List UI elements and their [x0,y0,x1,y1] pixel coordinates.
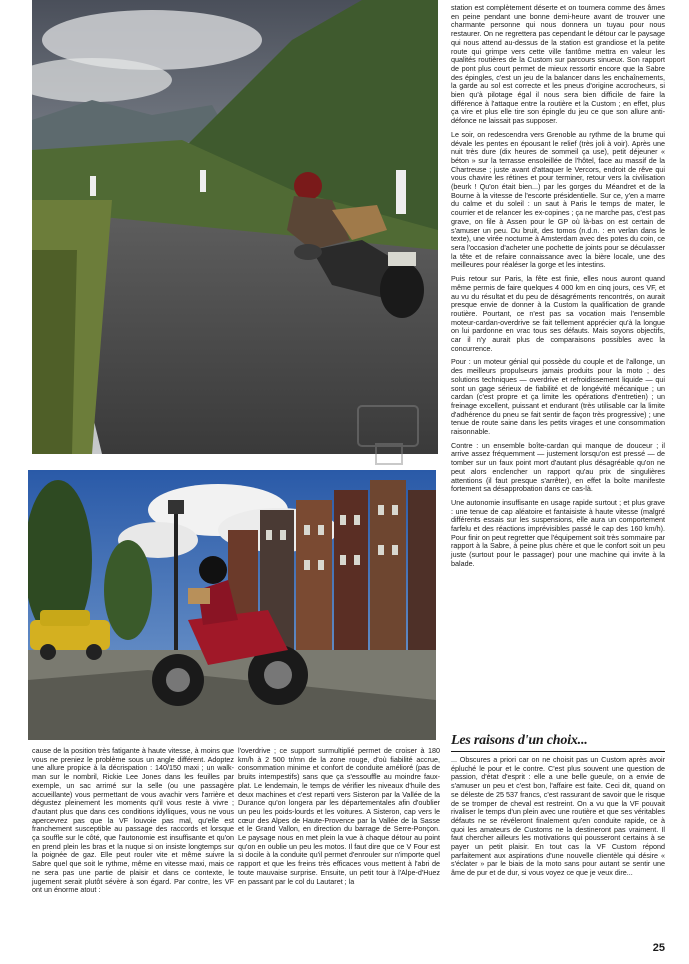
paragraph: Contre : un ensemble boîte-cardan qui manque de douceur ; il arrive assez fréquemment — justement lorsqu'on est pressé — de tomber sur un faux point mort d'autant plus désagréable qu'on ne peut alors enclencher un rapport qu'au prix de singulières attentions (il faut presque s'arrêter), en effet la boîte manifeste fortement sa désapprobation dans ce cas-là. [451,440,665,494]
amsterdam-photo-icon [28,470,436,740]
watermark-icon [356,404,420,466]
motorcycle-amsterdam-photo [28,470,436,740]
paragraph: l'overdrive ; ce support surmultiplié permet de croiser à 180 km/h à 2 500 tr/mn de la zone rouge, d'où fiabilité accrue, consommation minime et confort de conduite amélioré (pas de bruits intempestifs) sans que ça s'essouffle au moindre faux-plat. Le lendemain, le temps de vérifier les niveaux d'huile des deux machines et c'est reparti vers Sisteron par la Vallée de la Durance qu'on longera par les départementales afin d'oublier un peu les poids-lourds et les voitures. A Sisteron, cap vers le cœur des Alpes de Haute-Provence par la Vallée de la Sasse et le Grand Vallon, en direction du barrage de Serre-Ponçon. Le paysage nous en met plein la vue à chaque détour au point qu'on en oublie un peu les motos. Il faut dire que ce V Four est si docile à la conduite qu'il permet d'enrouler sur n'importe quel rapport et que les freins très efficaces vous mettent à l'abri de toute mauvaise surprise. Ensuite, un petit tour à l'Alpe-d'Huez en passant par le col du Lautaret ; la [238,746,440,886]
paragraph: Puis retour sur Paris, la fête est finie, elles nous auront quand même permis de faire quelques 4 000 km en cinq jours, ces VF, et au vu du résultat et du peu de désagréments rencontrés, on aurait presque envie de donner à la Custom la qualification de grande routière. Pourtant, ce n'est pas sa vocation mais l'ensemble moteur-cardan-overdrive se fait tellement apprécier qu'à la longue on lui pardonne en vrac tous ses défauts. Mais soyons objectifs, car il n'y aurait plus de comparaisons possibles avec la concurrence. [451,274,665,353]
paragraph: station est complètement déserte et on tournera comme des âmes en peine pendant une bonne demi-heure avant de trouver une charmante personne qui nous donnera un tuyau pour nous restaurer. On ne regrettera pas cependant le détour car le paysage qui nous attend au-dessus de la station est grandiose et la petite route qui grimpe vers cette ville fantôme mettra en valeur les qualités routières de la Custom sur parcours sinueux. Son rapport de pont plus court permet de mieux ressortir encore que la Sabre des épingles, c'est un jeu de la balancer dans les enchaînements, la garde au sol est correcte et les pneus d'origine accrocheurs, si bien qu'à pilotage égal il nous sera bien difficile de faire la différence à l'attaque entre la routière et la Custom ; en effet, plus ça vire et plus elle tire son épingle du jeu ce que son allure anti-défonce ne laissait pas supposer. [451,3,665,126]
motorcycle-photo-icon [32,0,438,454]
right-article-column [451,4,665,574]
paragraph: Une autonomie insuffisante en usage rapide surtout ; et plus grave : une tenue de cap aléatoire et fantaisiste à haute vitesse (malgré différents essais sur les suspensions, elle aura un comportement farfelu et des réactions imprévisibles passé le cap des 160 km/h). Pour finir on peut regretter que l'équipement soit très sommaire par rapport à la Sabre, à peine plus chère et que le confort soit un peu juste (surtout pour le passager) pour une machine qui invite à la balade. [451,497,665,568]
watermark-logo [356,404,420,466]
motorcycle-mountain-road-photo [32,0,438,454]
left-article-column [32,747,234,900]
paragraph: cause de la position très fatigante à haute vitesse, à moins que vous ne preniez le problème sous un angle différent. Adoptez une allure propice à la décrispation : 140/150 maxi ; un walk-man sur le nombril, Rickie Lee Jones dans les feuilles par exemple, un sac arrimé sur la selle (ou une passagère accueillante) vous permettant de vous avachir vers l'arrière et dégustez pleinement les moments qu'il vous reste à vivre ; d'autant plus que dans ces conditions idylliques, vous ne vous apercevrez pas que la VF louvoie pas mal, qu'elle est franchement susceptible au passage des raccords et lorsque ça souffle sur le côté, que l'autonomie est insuffisante et qu'on en prend plein les bras et la nuque si on insiste longtemps sur la poignée de gaz. Elle peut rouler vite et même suivre la Sabre quel que soit le rythme, même en vitesse maxi, mais ce ne sera pas une partie de plaisir et dans ce contexte, le jugement serait plutôt sévère à son égard. Par contre, les VF ont un énorme atout : [32,746,234,895]
right-bottom-article-column [451,756,665,883]
page-number: 25 [652,942,665,954]
section-heading: Les raisons d'un choix... [451,733,665,752]
paragraph: ... Obscures a priori car on ne choisit pas un Custom après avoir épluché le pour et le contre. C'est plus souvent une question de passion, d'état d'esprit : elle a une belle gueule, on a envie de s'amuser un peu et c'est bon, l'affaire est faite. Ceci dit, quand on se déleste de 25 537 francs, c'est rassurant de savoir que le risque de se tromper de cheval est restreint. On a vu que la VF pouvait rivaliser le temps d'un plein avec une routière et que ses véritables défauts ne se révéleront finalement qu'en conduite rapide, ce à quoi les amateurs de Customs ne la destineront pas vraiment. Il faut chercher ailleurs les motivations qui pousseront certains à se payer un petit plaisir. En tout cas la VF Custom répond parfaitement aux aspirations d'une nouvelle clientèle qui désire « s'éclater » par le biais de la moto sans pour autant se sentir une âme de pur et de dur, si vous voyez ce que je veux dire... [451,755,665,878]
paragraph: Pour : un moteur génial qui possède du couple et de l'allonge, un des meilleurs propulseurs jamais produits pour la moto ; des solutions techniques — overdrive et refroidissement liquide — qui sont un gage sérieux de fiabilité et de longévité mécanique ; un cardan (c'est propre et ça limite les opérations d'entretien) ; un freinage excellent, puissant et endurant (très utilisable car la limite d'adhérence du pneu se fait sentir de façon très progressive) ; une tenue de route saine dans les petits virages et une consommation raisonnable. [451,357,665,437]
paragraph: Le soir, on redescendra vers Grenoble au rythme de la brume qui dévale les pentes en épousant le relief (très joli à voir). Après une nuit très dure (dix heures de sommeil ça use), petit déjeuner « béton » sur la terrasse ensoleillée de l'hôtel, face au massif de la Chartreuse ; juste avant d'attaquer le Vercors, endroit de rêve qui vous chavire les rétines et pour terminer, retour vers la civilisation (beurk ! Qu'on était bien...) par les gorges du Méandret et de la Bourne à la vitesse de l'escorte présidentielle. Sur ce, y'en a marre du calme et du soleil : un saut à Paris le temps de mater, le courrier et de relancer les ex-copines ; ça ne marche pas, c'est pas grave, on file à Assen pour le GP où là-bas on est certain de s'amuser un peu. Du bruit, des tomos (n.d.n. : en verlan dans le texte), une virée nocturne à Amsterdam avec des potes du coin, ce sera l'occasion d'acheter une pochette de joints pour se déculasser la tête et de refaire connaissance avec la bière locale, une des meilleures pour réaléser la gorge et les intestins. [451,129,665,270]
middle-article-column [238,747,440,891]
